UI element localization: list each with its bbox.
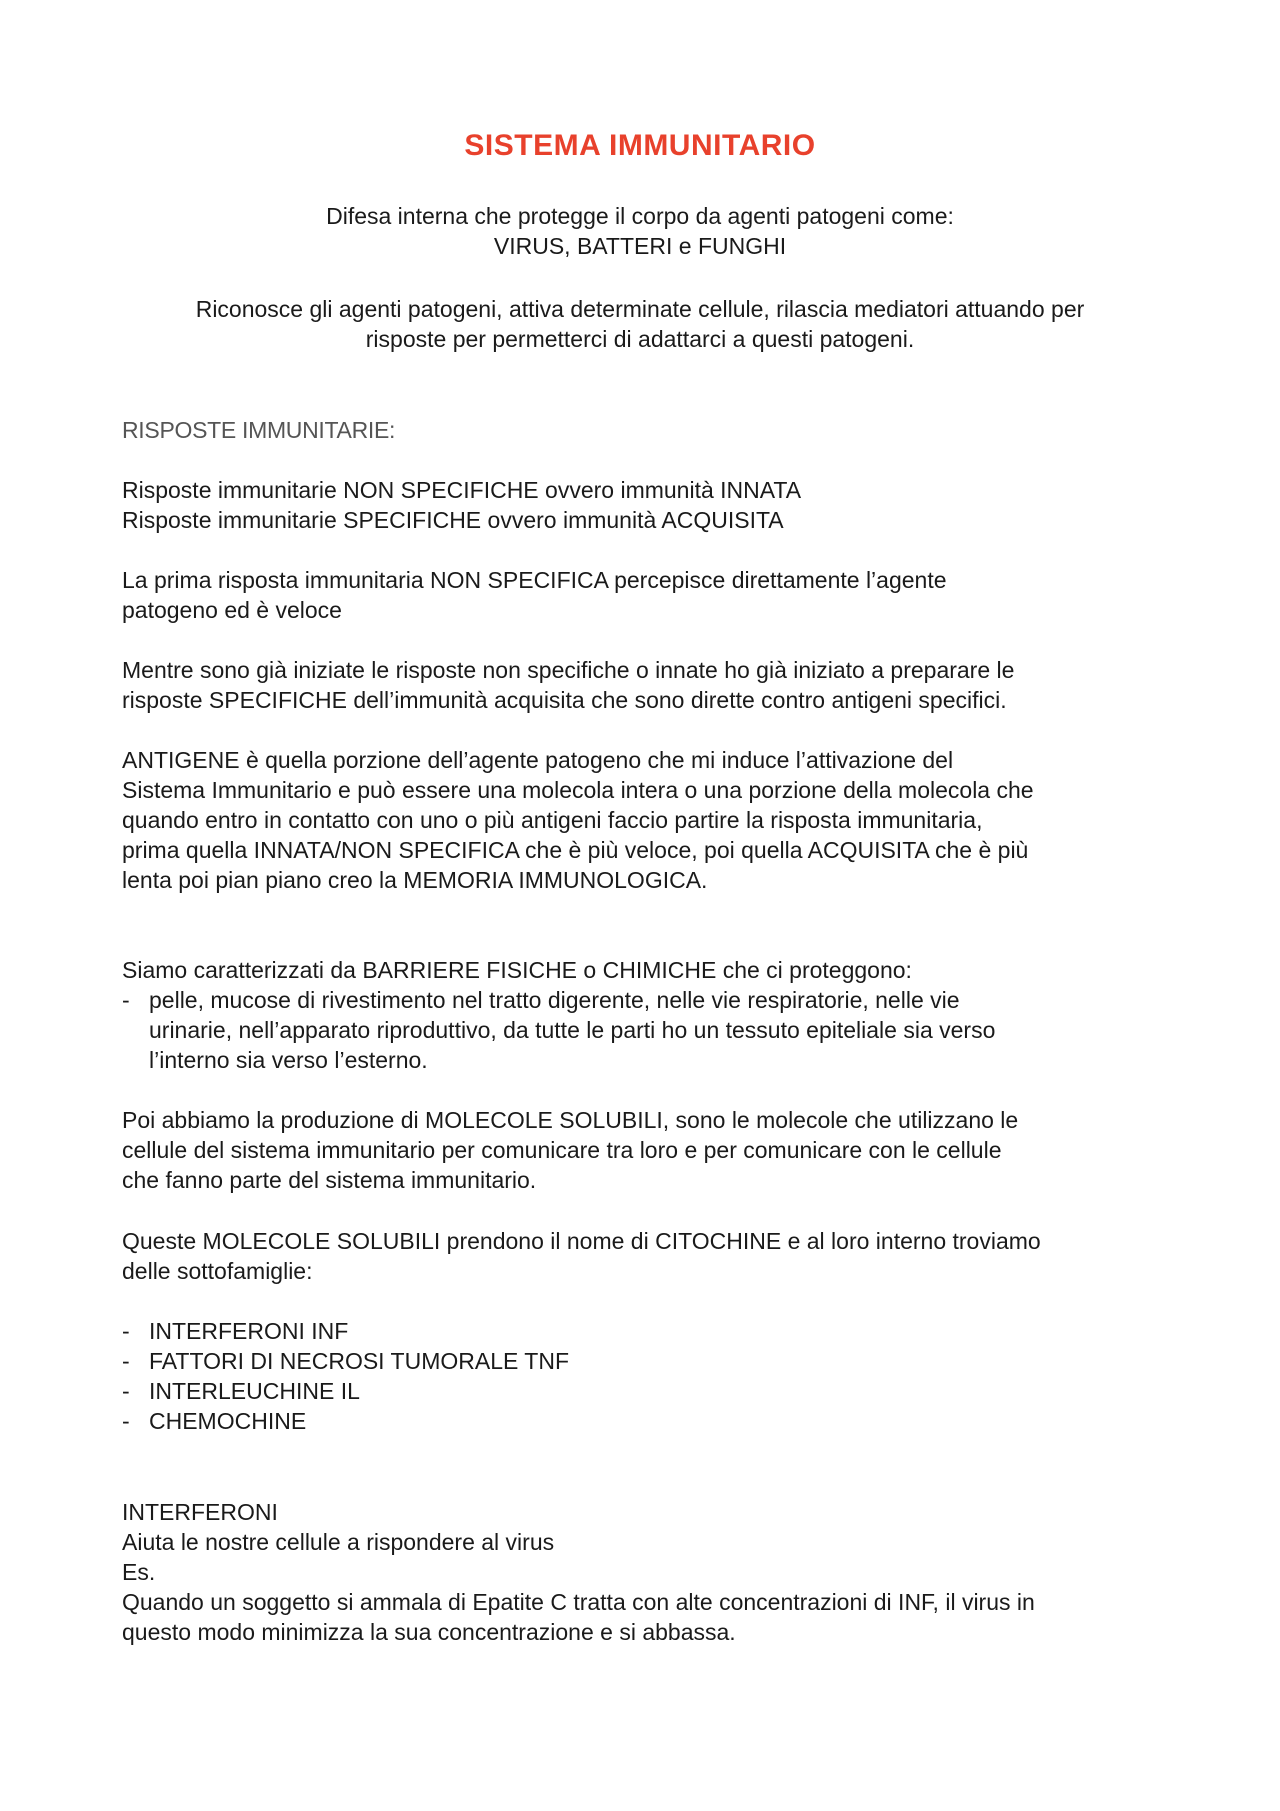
first-response-line: La prima risposta immunitaria NON SPECIFICA percepisce direttamente l’agente bbox=[122, 567, 947, 593]
page-title: SISTEMA IMMUNITARIO bbox=[464, 129, 816, 162]
intro-line: Difesa interna che protegge il corpo da agenti patogeni come: bbox=[326, 203, 954, 229]
recognition-line: risposte per permetterci di adattarci a questi patogeni. bbox=[365, 326, 915, 352]
first-response-paragraph bbox=[122, 565, 1182, 625]
barriers-section bbox=[122, 955, 1182, 1075]
responses-paragraph bbox=[122, 475, 1182, 535]
antigen-paragraph bbox=[122, 745, 1182, 895]
dash-bullet: - bbox=[122, 987, 130, 1013]
cytokine-item: CHEMOCHINE bbox=[149, 1408, 307, 1434]
soluble-line: che fanno parte del sistema immunitario. bbox=[122, 1167, 537, 1193]
antigen-line: ANTIGENE è quella porzione dell’agente patogeno che mi induce l’attivazione del bbox=[122, 747, 954, 773]
cytokines-line: delle sottofamiglie: bbox=[122, 1258, 313, 1284]
antigen-line: quando entro in contatto con uno o più antigeni faccio partire la risposta immunitaria, bbox=[122, 807, 983, 833]
first-response-line: patogeno ed è veloce bbox=[122, 597, 342, 623]
interferons-line: Es. bbox=[122, 1559, 156, 1585]
list-item bbox=[122, 1376, 1182, 1406]
responses-heading: RISPOSTE IMMUNITARIE: bbox=[122, 417, 396, 443]
list-item bbox=[122, 985, 1182, 1075]
specific-response-paragraph bbox=[122, 655, 1182, 715]
recognition-paragraph bbox=[0, 294, 1280, 354]
interferons-line: questo modo minimizza la sua concentrazione e si abbassa. bbox=[122, 1619, 736, 1645]
intro-paragraph bbox=[0, 201, 1280, 261]
barriers-item-line: pelle, mucose di rivestimento nel tratto digerente, nelle vie respiratorie, nelle vie bbox=[149, 987, 960, 1013]
intro-line: VIRUS, BATTERI e FUNGHI bbox=[493, 233, 787, 259]
antigen-line: Sistema Immunitario e può essere una molecola intera o una porzione della molecola che bbox=[122, 777, 1034, 803]
cytokines-line: Queste MOLECOLE SOLUBILI prendono il nome di CITOCHINE e al loro interno troviamo bbox=[122, 1228, 1041, 1254]
responses-line: Risposte immunitarie NON SPECIFICHE ovvero immunità INNATA bbox=[122, 477, 802, 503]
dash-bullet: - bbox=[122, 1318, 130, 1344]
cytokines-subfamily-list bbox=[122, 1316, 1182, 1436]
antigen-line: lenta poi pian piano creo la MEMORIA IMMUNOLOGICA. bbox=[122, 867, 708, 893]
cytokine-item: INTERLEUCHINE IL bbox=[149, 1378, 360, 1404]
list-item bbox=[122, 1346, 1182, 1376]
soluble-line: cellule del sistema immunitario per comunicare tra loro e per comunicare con le cellule bbox=[122, 1137, 1002, 1163]
recognition-line: Riconosce gli agenti patogeni, attiva determinate cellule, rilascia mediatori attuando per bbox=[195, 296, 1085, 322]
barriers-intro: Siamo caratterizzati da BARRIERE FISICHE o CHIMICHE che ci proteggono: bbox=[122, 957, 912, 983]
specific-response-line: risposte SPECIFICHE dell’immunità acquisita che sono dirette contro antigeni specifici. bbox=[122, 687, 1007, 713]
barriers-list bbox=[122, 985, 1182, 1075]
barriers-item-line: l’interno sia verso l’esterno. bbox=[149, 1047, 428, 1073]
cytokine-item: INTERFERONI INF bbox=[149, 1318, 349, 1344]
list-item bbox=[122, 1316, 1182, 1346]
interferons-heading: INTERFERONI bbox=[122, 1499, 278, 1525]
list-item bbox=[122, 1406, 1182, 1436]
dash-bullet: - bbox=[122, 1408, 130, 1434]
dash-bullet: - bbox=[122, 1348, 130, 1374]
cytokines-paragraph bbox=[122, 1226, 1182, 1286]
soluble-molecules-paragraph bbox=[122, 1105, 1182, 1195]
specific-response-line: Mentre sono già iniziate le risposte non specifiche o innate ho già iniziato a preparare le bbox=[122, 657, 1015, 683]
cytokine-item: FATTORI DI NECROSI TUMORALE TNF bbox=[149, 1348, 570, 1374]
soluble-line: Poi abbiamo la produzione di MOLECOLE SOLUBILI, sono le molecole che utilizzano le bbox=[122, 1107, 1019, 1133]
antigen-line: prima quella INNATA/NON SPECIFICA che è più veloce, poi quella ACQUISITA che è più bbox=[122, 837, 1029, 863]
interferons-section bbox=[122, 1497, 1182, 1647]
responses-line: Risposte immunitarie SPECIFICHE ovvero immunità ACQUISITA bbox=[122, 507, 784, 533]
dash-bullet: - bbox=[122, 1378, 130, 1404]
barriers-item-line: urinarie, nell’apparato riproduttivo, da tutte le parti ho un tessuto epiteliale sia verso bbox=[149, 1017, 996, 1043]
interferons-line: Quando un soggetto si ammala di Epatite C tratta con alte concentrazioni di INF, il virus in bbox=[122, 1589, 1035, 1615]
interferons-line: Aiuta le nostre cellule a rispondere al virus bbox=[122, 1529, 555, 1555]
